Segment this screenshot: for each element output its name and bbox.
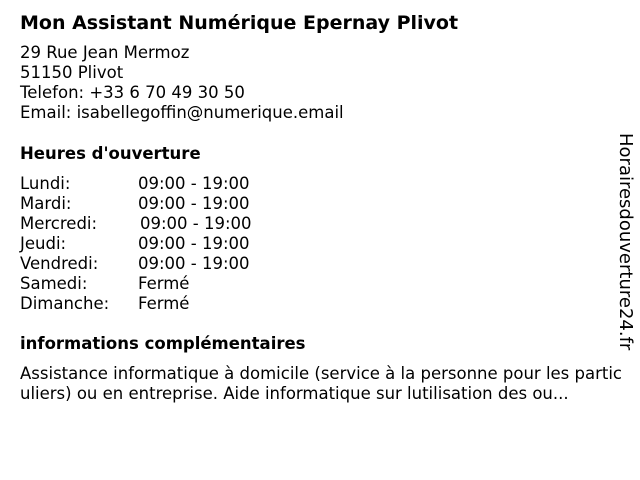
day-hours: 09:00 - 19:00 <box>138 234 250 253</box>
day-label: Samedi: <box>20 274 88 293</box>
email-address[interactable]: Email: isabellegoffin@numerique.email <box>20 103 344 122</box>
hours-heading: Heures d'ouverture <box>20 144 201 163</box>
day-label: Lundi: <box>20 174 71 193</box>
site-watermark <box>612 133 636 351</box>
day-label: Mardi: <box>20 194 72 213</box>
phone-number[interactable]: Telefon: +33 6 70 49 30 50 <box>20 83 245 102</box>
day-label: Vendredi: <box>20 254 99 273</box>
day-hours: Fermé <box>138 294 190 313</box>
day-label: Dimanche: <box>20 294 110 313</box>
day-hours: 09:00 - 19:00 <box>138 174 250 193</box>
contact-block <box>20 43 344 123</box>
street-address: 29 Rue Jean Mermoz <box>20 43 190 62</box>
day-label: Mercredi: <box>20 214 98 233</box>
info-heading: informations complémentaires <box>20 334 306 353</box>
watermark-text: Horairesdouverture24.fr <box>615 133 636 351</box>
day-hours: 09:00 - 19:00 <box>138 194 250 213</box>
day-hours: 09:00 - 19:00 <box>138 254 250 273</box>
business-name: Mon Assistant Numérique Epernay Plivot <box>20 12 459 34</box>
city-postal: 51150 Plivot <box>20 63 124 82</box>
day-hours: 09:00 - 19:00 <box>140 214 252 233</box>
business-description: Assistance informatique à domicile (service à la personne pour les particuliers) ou en entreprise. Aide informatique sur lutilisation des ou... <box>20 364 623 403</box>
day-label: Jeudi: <box>20 234 67 253</box>
day-hours: Fermé <box>138 274 190 293</box>
